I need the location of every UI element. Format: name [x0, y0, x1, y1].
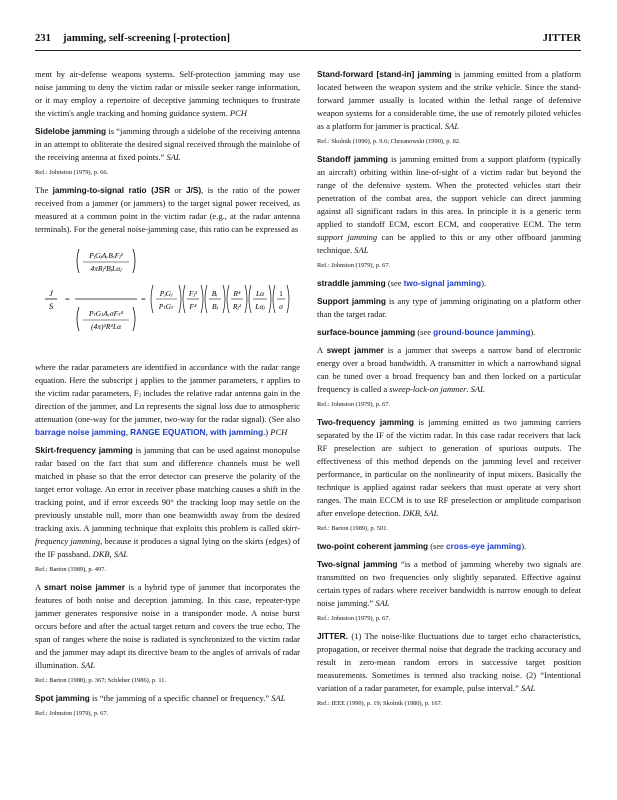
term-two-point-coherent-jamming: two-point coherent jamming	[317, 541, 429, 551]
eq-den-top: PₜGₜAᵣσFₜ⁴	[89, 309, 123, 318]
reference: Ref.: Johnston (1979), p. 67.	[317, 262, 391, 269]
header-title: jamming, self-screening [-protection]	[63, 33, 231, 44]
header-rule	[35, 50, 581, 51]
reference: Ref.: Barton (1989), p. 497.	[35, 566, 106, 573]
link-ground-bounce-jamming[interactable]: ground-bounce jamming	[433, 327, 531, 337]
entry-two-frequency-jamming: Two-frequency jamming is jamming emitted as two jamming carriers separated by the IF of the victim radar. In this case radar receivers that lack RF preselection are subject to generation of spurious outputs. The effectiveness of this method depends on the jamming level and receiver performance, in particular on the nonlinearity of input mixers. Basically the technique is applied against radar seekers that must operate at very short ranges. The main ECCM is to use RF preselection or amplitude comparison after envelope detection. DKB, SAL	[317, 417, 581, 518]
entry-skirt-frequency-jamming: Skirt-frequency jamming is jamming that can be used against monopulse radar based on the fact that sum and difference channels must be well matched in phase so that the error detector can preserve the polarity of the target error voltage. An error in receiver phase matching causes a shift in the tracking point, and if error exceeds 90° the tracking loop may settle on the previously unstable null, more than one beamwidth away from the desired tracking axis. A jamming technique that exploits this problem is called skirt-frequency jamming, because it produces a signal lying on the skirts (edges) of the IF passband. DKB, SAL	[35, 445, 300, 559]
running-head: JITTER	[542, 33, 581, 44]
eq-ratio-5-top: Lα	[255, 289, 265, 298]
link-barrage-noise-jamming[interactable]: barrage noise jamming	[35, 427, 126, 437]
entry-straddle-jamming: straddle jamming (see two-signal jamming).	[317, 278, 487, 288]
eq-ratio-3-bot: Bⱼ	[212, 302, 218, 311]
eq-num-top: PⱼGⱼAᵣBᵣFⱼ²	[89, 251, 123, 260]
term-surface-bounce-jamming: surface-bounce jamming	[317, 327, 416, 337]
term-smart-noise-jammer: smart noise jammer	[44, 582, 126, 592]
term-straddle-jamming: straddle jamming	[317, 278, 386, 288]
entry-swept-jammer: A swept jammer is a jammer that sweeps a narrow band of electronic energy over a broad bandwidth. A transmitter in which a narrowband signal can be tuned over a broad frequency ban and then locked on a particular frequency is called a sweep-lock-on jammer. SAL	[317, 345, 581, 394]
term-spot-jamming: Spot jamming	[35, 693, 90, 703]
term-jsr: jamming-to-signal ratio (JSR	[52, 185, 171, 195]
link-two-signal-jamming[interactable]: two-signal jamming	[403, 278, 482, 288]
right-column	[317, 68, 581, 715]
term-standoff-jamming: Standoff jamming	[317, 154, 388, 164]
eq-lhs-numerator: J	[49, 288, 53, 298]
eq-den-bot: (4π)²R⁴Lα	[90, 322, 122, 331]
eq-ratio-6-top: 1	[279, 289, 283, 298]
reference: Ref.: Skolnik (1990), p. 9.6; Chrzanowski (1990), p. 82.	[317, 138, 461, 145]
term-sidelobe-jamming: Sidelobe jamming	[35, 126, 107, 136]
entry-two-point-coherent-jamming: two-point coherent jamming (see cross-eye jamming).	[317, 541, 527, 551]
eq-ratio-2-bot: F⁴	[189, 302, 197, 311]
reference: Ref.: Johnston (1979), p. 66.	[35, 169, 109, 176]
entry-standoff-jamming: Standoff jamming is jamming emitted from a support platform (typically an aircraft) orbiting within line-of-sight of a victim radar but beyond the range of the defensive system. When the protected vehicles start their penetration of the combat area, the support vehicle can direct jamming against all significant radars in this area. In principle it is a generic term applied to standoff ECM, escort ECM, and cooperative ECM. The term support jamming can be applied to this or any other offboard jamming technique. SAL	[317, 154, 581, 255]
entry-support-jamming: Support jamming is any type of jamming originating on a platform other than the target radar.	[317, 296, 582, 319]
eq-ratio-1-bot: PₜGₜ	[158, 302, 174, 311]
entry-smart-noise-jammer: A smart noise jammer is a hybrid type of jammer that incorporates the features of both noise and deception jamming. In this case, repeater-type jammer generates responsive noise in a transponder mode. A noise burst occurs before and after the actual target return and covers the true echo. The span of ranges where the noise is radiated is synchronized to the victim radar and the jammer may adapt its directive beam to the angles of arrivals of radar illumination. SAL	[35, 582, 301, 670]
term-two-frequency-jamming: Two-frequency jamming	[317, 417, 414, 427]
reference: Ref.: Barton (1988), p. 367; Schleher (1986), p. 11.	[35, 677, 167, 684]
page-header	[35, 33, 581, 47]
reference: Ref.: IEEE (1990), p. 19; Skolnik (1980), p. 167.	[317, 700, 443, 707]
left-column	[35, 68, 300, 725]
term-two-signal-jamming: Two-signal jamming	[317, 559, 398, 569]
page-number: 231	[35, 33, 51, 44]
reference: Ref.: Johnston (1979), p. 67.	[35, 710, 109, 717]
eq-ratio-1-top: PⱼGⱼ	[159, 289, 173, 298]
reference: Ref.: Barton (1989), p. 501.	[317, 525, 388, 532]
eq-ratio-4-top: R⁴	[233, 289, 241, 298]
entry-two-signal-jamming: Two-signal jamming “is a method of jamming whereby two signals are transmitted on two frequencies only slightly separated. Effective against certain types of radars where receiver bandwidth is narrow enough to defeat noise jamming.” SAL	[317, 559, 581, 608]
link-cross-eye-jamming[interactable]: cross-eye jamming	[446, 541, 522, 551]
svg-text:=: =	[141, 294, 146, 304]
term-skirt-frequency-jamming: Skirt-frequency jamming	[35, 445, 133, 455]
entry-stand-forward-jamming: Stand-forward [stand-in] jamming is jamming emitted from a platform located between the weapon system and the strike vehicle. Since the stand-forward jammer usually is located within the lethal range of defensive weapon systems for a considerable time, the use of remotely piloted vehicles as a platform for jammer is practical. SAL	[317, 69, 581, 131]
reference: Ref.: Johnston (1979), p. 67.	[317, 615, 391, 622]
term-support-jamming: Support jamming	[317, 296, 386, 306]
term-stand-forward-jamming: Stand-forward [stand-in] jamming	[317, 69, 452, 79]
eq-ratio-5-bot: Lαⱼ	[255, 302, 265, 311]
eq-equals: =	[65, 294, 70, 304]
entry-surface-bounce-jamming: surface-bounce jamming (see ground-bounce jamming).	[317, 327, 536, 337]
entry-sidelobe-jamming: Sidelobe jamming is “jamming through a sidelobe of the receiving antenna in an attempt to obliterate the desired signal received through the mainlobe of the receiving antenna at fixed points.” SAL	[35, 126, 301, 162]
eq-ratio-4-bot: Rⱼ²	[232, 302, 242, 311]
eq-ratio-3-top: Bᵣ	[211, 289, 219, 298]
term-swept-jammer: swept jammer	[326, 345, 384, 355]
entry-jamming-to-signal-ratio: The jamming-to-signal ratio (JSR or J/S), is the ratio of the power received from a jammer (or jammers) to the target signal power received, as measured at a common point in the victim radar (e.g., at the radar antenna terminals). For the general noise-jamming case, this ratio can be expressed as	[35, 185, 300, 234]
eq-ratio-6-bot: σ	[279, 302, 283, 311]
paragraph-continuation: ment by air-defense weapons systems. Self-protection jamming may use noise jamming to deny the victim radar or missile seeker range information, or it may employ a repertoire of deceptive jamming techniques to frustrate the victim's angle tracking and homing guidance system. PCH	[35, 69, 300, 118]
eq-ratio-2-top: Fⱼ²	[188, 289, 198, 298]
link-range-equation-with-jamming[interactable]: RANGE EQUATION, with jamming	[130, 427, 264, 437]
eq-lhs-denominator: S	[48, 301, 54, 311]
reference: Ref.: Johnston (1979), p. 67.	[317, 401, 391, 408]
paragraph-where: where the radar parameters are identified in accordance with the radar range equation. Here the subscript j applies to the jammer parameters, r applies to the victim radar parameters, Fⱼ includes the relative radar antenna gain in the direction of the jammer, and Lα represents the signal loss due to atmospheric attenuation (one-way for the jammer, two-way for the radar signal). (See also barrage noise jamming, RANGE EQUATION, with jamming.) PCH	[35, 362, 300, 437]
entry-jitter: JITTER. (1) The noise-like fluctuations due to target echo characteristics, propagation, or receiver thermal noise that degrade the tracking accuracy and result in zero-mean random errors in successive target position measurements. Sometimes is termed also tracking noise. (2) “Intentional variation of a radar parameter, for example, pulse interval.” SAL	[317, 631, 581, 693]
eq-num-bot: 4πRⱼ²BⱼLαⱼ	[90, 264, 122, 273]
jsr-equation	[35, 241, 300, 355]
term-jitter: JITTER.	[317, 631, 348, 641]
entry-spot-jamming: Spot jamming is “the jamming of a specific channel or frequency.” SAL	[35, 693, 286, 703]
